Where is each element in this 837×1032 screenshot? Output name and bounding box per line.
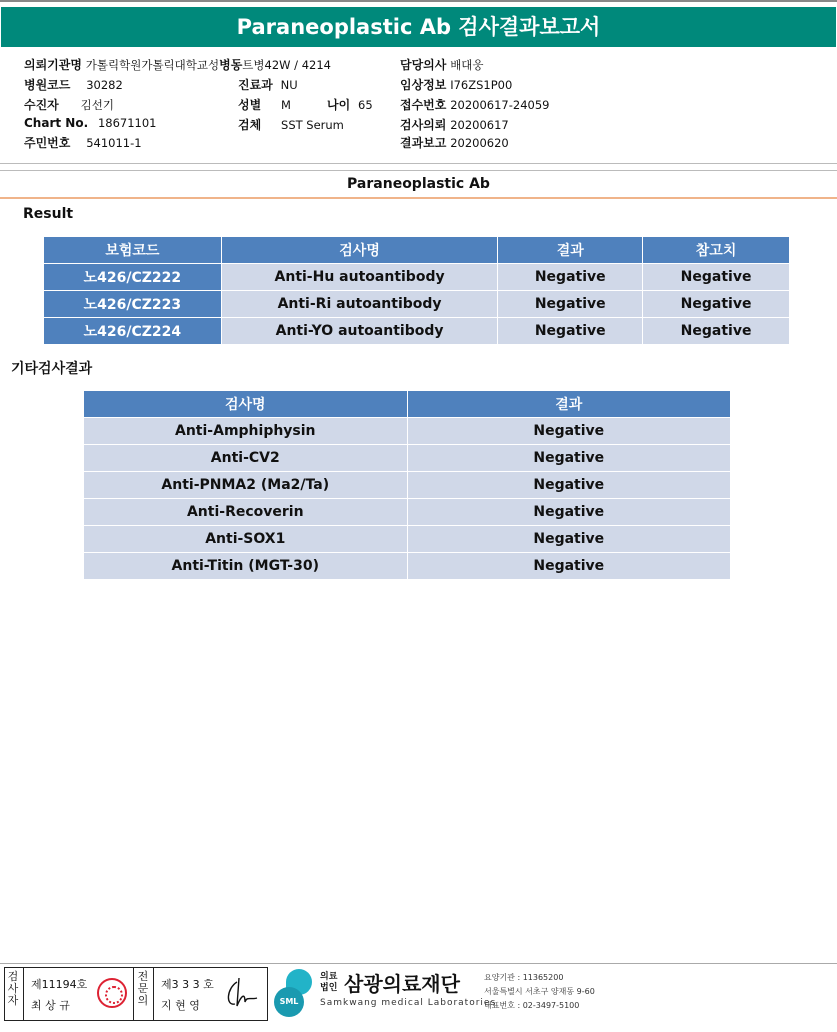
other-results-table <box>83 390 731 580</box>
top-border <box>0 0 837 2</box>
table-row <box>84 499 731 526</box>
divider <box>153 968 154 1020</box>
test-name: Anti-Amphiphysin <box>84 418 408 445</box>
doctor-label: 담당의사 <box>400 58 447 72</box>
header-result: 결과 <box>407 391 730 418</box>
insurance-code: 노426/CZ224 <box>44 318 222 345</box>
age-value: 65 <box>358 98 373 112</box>
divider <box>23 968 24 1020</box>
hospital-code-value: 30282 <box>86 78 123 92</box>
signature-image <box>223 976 261 1012</box>
footer-divider <box>0 963 837 964</box>
institution-value: 가톨릭학원가톨릭대학교성 <box>85 58 220 72</box>
test-name: Anti-Ri autoantibody <box>221 291 498 318</box>
table-row <box>44 291 790 318</box>
other-results-label: 기타검사결과 <box>11 361 93 377</box>
dept-value: NU <box>280 78 298 92</box>
ward-label: 병동 <box>219 58 243 72</box>
resident-value: 541011-1 <box>86 136 142 150</box>
sex-row <box>238 96 291 113</box>
result-table-header <box>44 237 790 264</box>
divider <box>0 163 837 164</box>
specialist-name: 지 현 영 <box>161 999 200 1012</box>
test-result: Negative <box>407 418 730 445</box>
test-result: Negative <box>498 291 643 318</box>
doctor-value: 배대웅 <box>450 58 484 72</box>
divider <box>0 170 837 171</box>
section-title: Paraneoplastic Ab <box>347 176 490 192</box>
institution-row <box>24 56 331 73</box>
test-result: Negative <box>407 445 730 472</box>
specimen-row <box>238 116 344 133</box>
test-name: Anti-Recoverin <box>84 499 408 526</box>
test-name: Anti-SOX1 <box>84 526 408 553</box>
clinical-value: I76ZS1P00 <box>450 78 513 92</box>
inspector-license-no: 제11194호 <box>31 978 88 991</box>
table-row <box>84 472 731 499</box>
table-row <box>84 526 731 553</box>
table-row <box>44 318 790 345</box>
org-type-label: 의료 법인 <box>320 972 338 993</box>
chart-value: 18671101 <box>97 116 157 130</box>
request-value: 20200617 <box>450 118 509 132</box>
logo-text: SML <box>274 987 304 1017</box>
test-name: Anti-Hu autoantibody <box>221 264 498 291</box>
specialist-label: 전문의 <box>137 970 149 1007</box>
chart-label: Chart No. <box>24 116 89 130</box>
seal-stamp <box>97 978 127 1008</box>
request-row <box>400 116 509 133</box>
report-date-label: 결과보고 <box>400 136 447 150</box>
insurance-code: 노426/CZ222 <box>44 264 222 291</box>
patient-label: 수진자 <box>24 98 59 112</box>
header-test-name: 검사명 <box>221 237 498 264</box>
org-phone: 대표번호 : 02-3497-5100 <box>484 1001 580 1010</box>
result-label: Result <box>23 206 74 222</box>
age-row <box>327 96 373 113</box>
table-row <box>84 418 731 445</box>
sex-value: M <box>281 98 291 112</box>
test-result: Negative <box>407 499 730 526</box>
reference-value: Negative <box>643 291 790 318</box>
test-name: Anti-PNMA2 (Ma2/Ta) <box>84 472 408 499</box>
hospital-code-row <box>24 76 123 93</box>
chart-row <box>24 116 157 130</box>
org-name: 삼광의료재단 <box>344 972 460 996</box>
test-result: Negative <box>407 526 730 553</box>
doctor-row <box>400 56 484 73</box>
org-address: 서울특별시 서초구 양재동 9-60 <box>484 987 595 996</box>
hospital-code-label: 병원코드 <box>24 78 71 92</box>
test-name: Anti-Titin (MGT-30) <box>84 553 408 580</box>
age-label: 나이 <box>327 98 351 112</box>
divider <box>133 968 134 1020</box>
resident-row <box>24 134 142 151</box>
section-divider <box>0 197 837 199</box>
header-result: 결과 <box>498 237 643 264</box>
sex-label: 성별 <box>238 98 262 112</box>
table-row <box>84 445 731 472</box>
report-title: Paraneoplastic Ab 검사결과보고서 <box>1 7 836 47</box>
other-table-header <box>84 391 731 418</box>
specialist-license-no: 제3 3 3 호 <box>161 978 214 991</box>
reference-value: Negative <box>643 318 790 345</box>
insurance-code: 노426/CZ223 <box>44 291 222 318</box>
clinical-label: 임상정보 <box>400 78 447 92</box>
clinical-row <box>400 76 512 93</box>
result-table <box>43 236 790 345</box>
header-insurance-code: 보험코드 <box>44 237 222 264</box>
inspector-label: 검사자 <box>7 970 19 1007</box>
ward-value: 트병42W / 4214 <box>242 58 331 72</box>
receipt-label: 접수번호 <box>400 98 447 112</box>
test-result: Negative <box>498 318 643 345</box>
institution-label: 의뢰기관명 <box>24 58 82 72</box>
resident-label: 주민번호 <box>24 136 71 150</box>
header-test-name: 검사명 <box>84 391 408 418</box>
dept-row <box>238 76 298 93</box>
receipt-value: 20200617-24059 <box>450 98 550 112</box>
receipt-row <box>400 96 549 113</box>
test-result: Negative <box>407 472 730 499</box>
table-row <box>84 553 731 580</box>
test-result: Negative <box>498 264 643 291</box>
dept-label: 진료과 <box>238 78 273 92</box>
inspector-name: 최 상 규 <box>31 999 70 1012</box>
org-code: 요양기관 : 11365200 <box>484 973 564 982</box>
test-name: Anti-YO autoantibody <box>221 318 498 345</box>
table-row <box>44 264 790 291</box>
org-english-name: Samkwang medical Laboratories <box>320 998 497 1008</box>
specimen-label: 검체 <box>238 118 262 132</box>
patient-row <box>24 96 114 113</box>
specimen-value: SST Serum <box>281 118 344 132</box>
sml-logo <box>272 969 314 1017</box>
patient-value: 김선기 <box>80 98 114 112</box>
request-label: 검사의뢰 <box>400 118 447 132</box>
report-date-value: 20200620 <box>450 136 509 150</box>
report-date-row <box>400 134 509 151</box>
reference-value: Negative <box>643 264 790 291</box>
test-result: Negative <box>407 553 730 580</box>
header-reference: 참고치 <box>643 237 790 264</box>
signature-box <box>4 967 268 1021</box>
test-name: Anti-CV2 <box>84 445 408 472</box>
